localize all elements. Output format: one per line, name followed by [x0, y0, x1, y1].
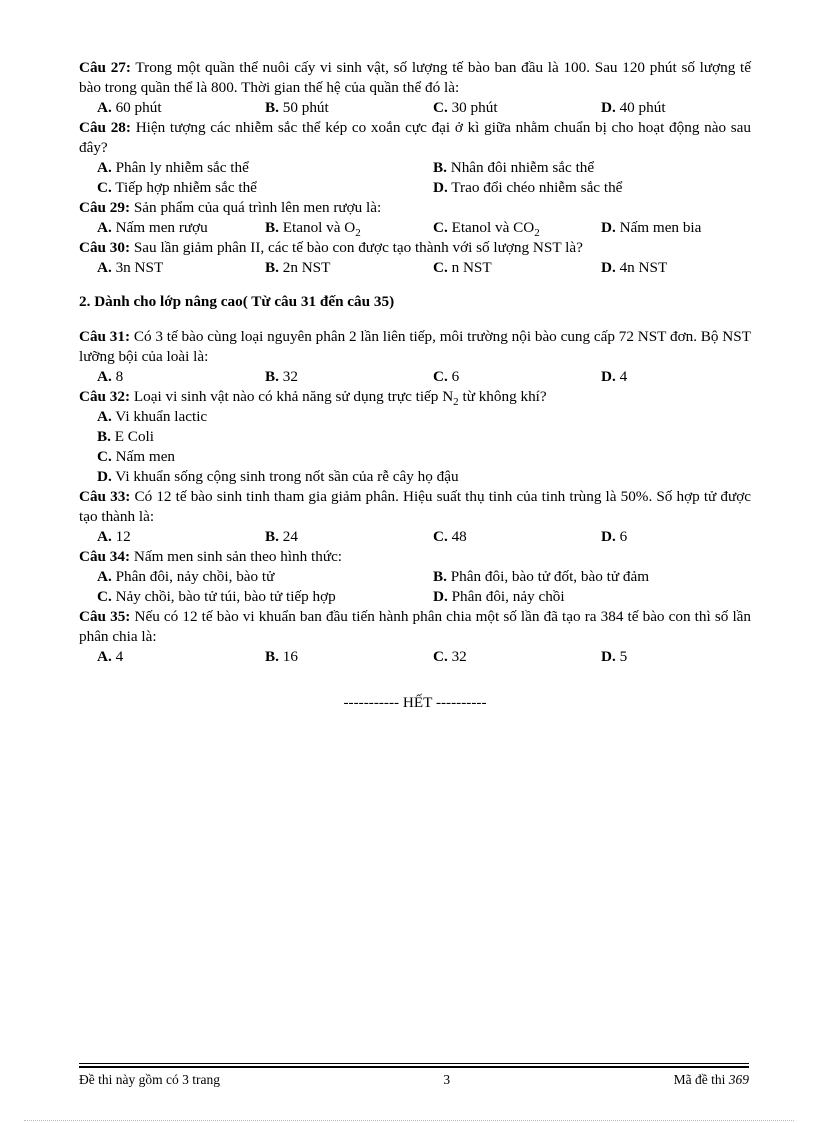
question-28: Câu 28: Hiện tượng các nhiễm sắc thể kép co xoắn cực đại ở kì giữa nhằm chuẩn bị cho hoạt động nào sau đây? — [79, 119, 752, 156]
option-d: D. 4 — [601, 368, 628, 386]
footer-divider — [79, 1066, 749, 1068]
option-b: B. Etanol và $O_2$ — [265, 219, 361, 240]
footer-row — [79, 1072, 749, 1088]
option-a: A. Phân ly nhiễm sắc thể — [97, 159, 249, 176]
option-c: C. Nảy chồi, bào tử túi, bào tử tiếp hợp — [97, 588, 336, 606]
answer-options — [79, 98, 751, 118]
answer-options — [79, 447, 751, 467]
option-c: C. 32 — [433, 648, 467, 666]
option-a: A. 3n NST — [97, 259, 164, 276]
option-d: D. Vi khuẩn sống cộng sinh trong nốt sần của rễ cây họ đậu — [97, 468, 459, 486]
option-d: D. 5 — [601, 648, 628, 666]
option-b: B. Phân đôi, bào tử đốt, bào tử đảm — [433, 568, 650, 586]
option-a: A. Vi khuẩn lactic — [97, 408, 208, 426]
option-a: A. 60 phút — [97, 99, 162, 116]
question-32: Câu 32: Loại vi sinh vật nào có khả năng sử dụng trực tiếp $N_2$ từ không khí? — [79, 388, 547, 409]
page-count-note: Đề thi này gồm có 3 trang — [79, 1072, 220, 1087]
option-c: C. Tiếp hợp nhiễm sắc thể — [97, 179, 257, 196]
option-d: D. 6 — [601, 528, 628, 546]
option-d: D. 40 phút — [601, 99, 666, 116]
question-30: Câu 30: Sau lần giảm phân II, các tế bào con được tạo thành với số lượng NST là? — [79, 239, 583, 256]
option-d: D. Phân đôi, nảy chồi — [433, 588, 565, 606]
question-27: Câu 27: Trong một quần thể nuôi cấy vi sinh vật, số lượng tế bào ban đầu là 100. Sau 120 phút số lượng tế bào trong quần thể là 800. Thời gian thế hệ của quần thể đó là: — [79, 59, 751, 96]
answer-options — [79, 407, 751, 427]
option-c: C. 6 — [433, 368, 460, 386]
answer-options — [79, 218, 751, 238]
page-edge — [24, 1120, 794, 1121]
option-b: B. 16 — [265, 648, 298, 666]
answer-options — [79, 567, 751, 587]
option-a: A. Nấm men rượu — [97, 219, 208, 236]
question-33: Câu 33: Có 12 tế bào sinh tinh tham gia giảm phân. Hiệu suất thụ tinh của tinh trùng là 50%. Số hợp tử được tạo thành là: — [79, 488, 752, 526]
option-b: B. 32 — [265, 368, 298, 386]
question-29: Câu 29: Sản phẩm của quá trình lên men rượu là: — [79, 199, 382, 216]
exam-page — [79, 58, 751, 728]
option-a: A. Phân đôi, nảy chồi, bào tử — [97, 568, 275, 586]
section-heading: 2. Dành cho lớp nâng cao( Từ câu 31 đến câu 35) — [79, 293, 395, 310]
question-31: Câu 31: Có 3 tế bào cùng loại nguyên phân 2 lần liên tiếp, môi trường nội bào cung cấp 72 NST đơn. Bộ NST lưỡng bội của loài là: — [79, 328, 751, 366]
option-b: B. 24 — [265, 528, 298, 546]
answer-options — [79, 587, 751, 607]
option-c: C. 30 phút — [433, 99, 498, 116]
answer-options — [79, 158, 751, 178]
answer-options — [79, 178, 751, 198]
question-35: Câu 35: Nếu có 12 tế bào vi khuẩn ban đầu tiến hành phân chia một số lần đã tạo ra 384 tế bào con thì số lần phân chia là: — [79, 608, 751, 646]
answer-options — [79, 467, 751, 487]
page-number: 3 — [443, 1072, 451, 1087]
option-c: C. n NST — [433, 259, 492, 276]
option-b: B. 50 phút — [265, 99, 329, 116]
answer-options — [79, 647, 751, 667]
page-footer — [79, 1063, 749, 1088]
option-d: D. Nấm men bia — [601, 219, 702, 236]
option-a: A. 4 — [97, 648, 124, 666]
option-d: D. Trao đổi chéo nhiễm sắc thể — [433, 179, 623, 196]
answer-options — [79, 258, 751, 278]
option-b: B. E Coli — [97, 428, 154, 446]
answer-options — [79, 367, 751, 387]
exam-code: Mã đề thi 369 — [673, 1072, 749, 1087]
option-a: A. 8 — [97, 368, 124, 386]
option-a: A. 12 — [97, 528, 131, 546]
answer-options — [79, 527, 751, 547]
option-d: D. 4n NST — [601, 259, 668, 276]
option-c: C. Etanol và $CO_2$ — [433, 219, 540, 240]
option-b: B. 2n NST — [265, 259, 331, 276]
question-34: Câu 34: Nấm men sinh sản theo hình thức: — [79, 548, 343, 566]
end-marker: ----------- HẾT ---------- — [343, 694, 487, 712]
answer-options — [79, 427, 751, 447]
option-c: C. Nấm men — [97, 448, 176, 466]
option-c: C. 48 — [433, 528, 467, 546]
option-b: B. Nhân đôi nhiễm sắc thể — [433, 159, 595, 176]
